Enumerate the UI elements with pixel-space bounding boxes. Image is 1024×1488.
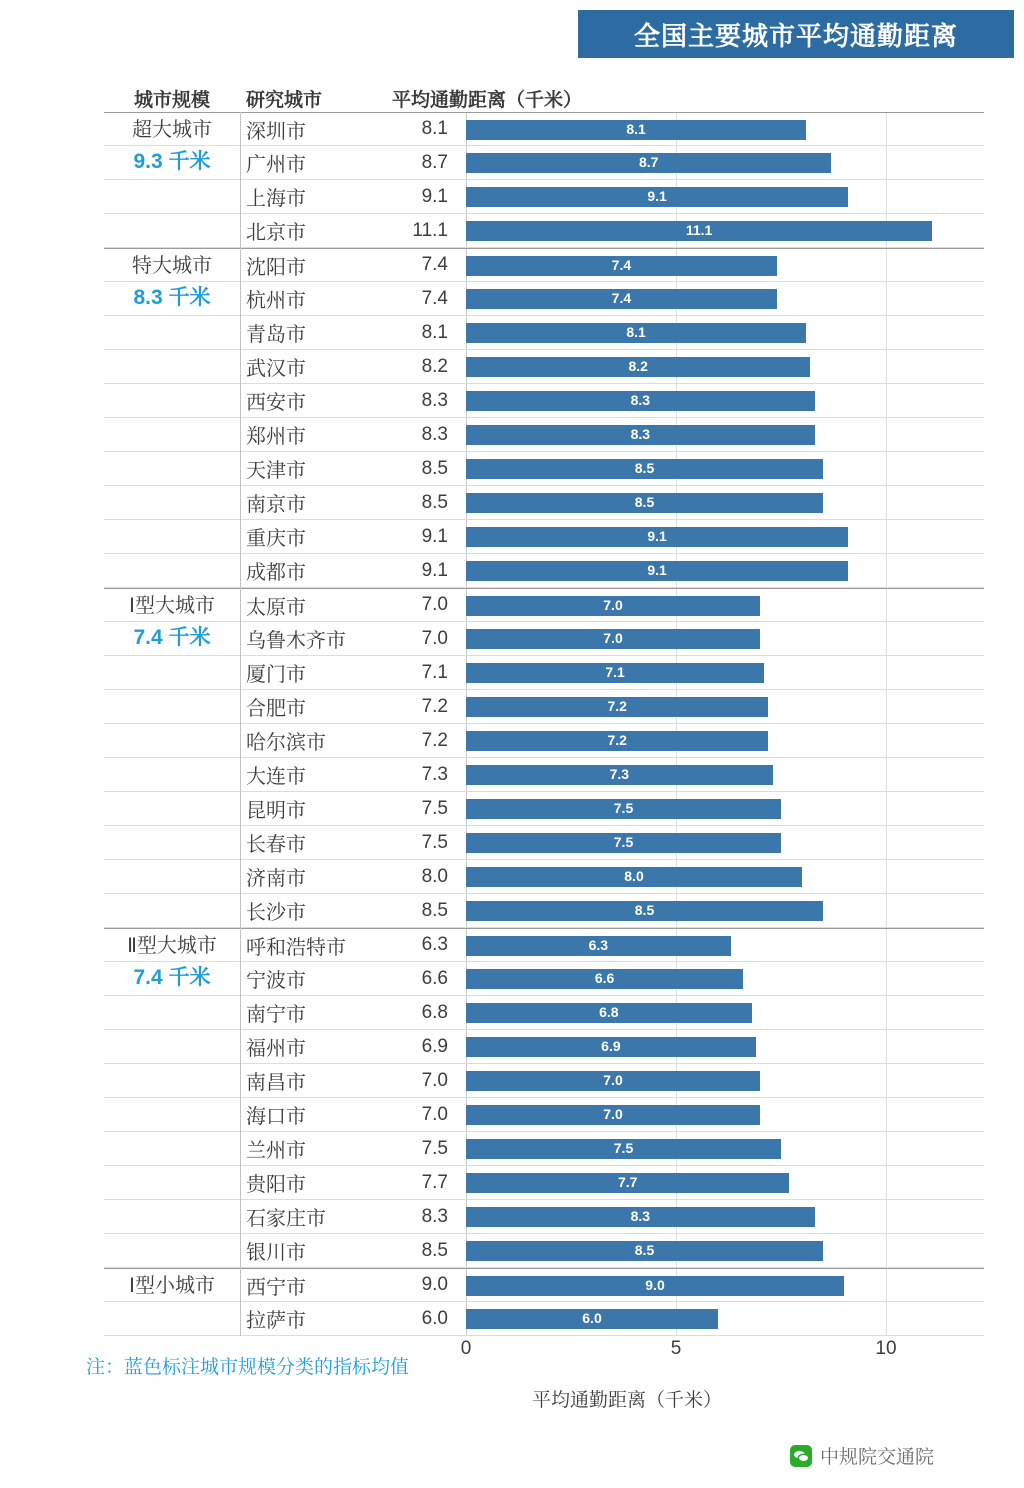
- table-row: [104, 180, 984, 214]
- bar-value-label: 8.5: [634, 494, 655, 510]
- gridline: [886, 860, 887, 893]
- gridline: [886, 1064, 887, 1097]
- bar-value-label: 8.3: [630, 426, 651, 442]
- cell-city-value: 9.1: [421, 559, 448, 581]
- table-row: [104, 622, 984, 656]
- gridline: [886, 486, 887, 519]
- bar-value-label: 7.4: [611, 290, 632, 306]
- table-row: [104, 486, 984, 520]
- cell-city-value: 7.2: [421, 695, 448, 717]
- cell-city-value: 8.5: [421, 899, 448, 921]
- cell-bar-track: [458, 520, 984, 553]
- cell-city-value: 7.1: [421, 661, 448, 683]
- gridline: [886, 1166, 887, 1199]
- bar-value-label: 9.1: [647, 562, 667, 578]
- cell-bar-track: [458, 690, 984, 723]
- cell-city-name: 成都市: [246, 562, 306, 584]
- cell-city-name: 哈尔滨市: [246, 732, 326, 754]
- cell-city-scale: [104, 282, 240, 315]
- gridline: [886, 113, 887, 145]
- cell-bar-track: [458, 589, 984, 621]
- table-row: [104, 1166, 984, 1200]
- cell-bar-track: [458, 418, 984, 451]
- gridline: [886, 758, 887, 791]
- cell-bar-track: [458, 962, 984, 995]
- cell-city-value: 8.7: [421, 151, 448, 173]
- table-row: [104, 384, 984, 418]
- cell-city-name: 海口市: [246, 1106, 306, 1128]
- cell-city-name: 长沙市: [246, 902, 306, 924]
- chart-title-banner: [578, 10, 1014, 58]
- group-name: Ⅰ型大城市: [129, 595, 215, 617]
- gridline: [886, 724, 887, 757]
- bar-value-label: 9.1: [647, 528, 667, 544]
- cell-city-value: 8.1: [421, 118, 448, 139]
- gridline: [886, 996, 887, 1029]
- cell-bar-track: [458, 1200, 984, 1233]
- cell-bar-track: [458, 214, 984, 247]
- gridline: [886, 146, 887, 179]
- table-row: [104, 1030, 984, 1064]
- bar-value-label: 8.1: [626, 324, 646, 340]
- group-name: Ⅰ型小城市: [129, 1275, 215, 1297]
- cell-city-scale: [104, 1302, 240, 1335]
- bar-value-label: 6.8: [599, 1004, 619, 1020]
- cell-bar-track: [458, 486, 984, 519]
- page-title: 全国主要城市平均通勤距离: [633, 20, 958, 51]
- cell-city-name: 合肥市: [246, 698, 306, 720]
- cell-city-scale: [104, 860, 240, 893]
- cell-city-name: 天津市: [246, 460, 306, 482]
- table-row: [104, 1064, 984, 1098]
- gridline: [886, 1200, 887, 1233]
- cell-city-scale: [104, 418, 240, 451]
- cell-city-scale: [104, 1200, 240, 1233]
- cell-bar-track: [458, 249, 984, 281]
- cell-bar-track: [458, 180, 984, 213]
- cell-city-scale: [104, 214, 240, 247]
- table-row: [104, 1132, 984, 1166]
- cell-city-scale: [104, 486, 240, 519]
- column-header-scale: 城市规模: [133, 90, 210, 111]
- cell-city-value: 8.5: [421, 491, 448, 513]
- gridline: [886, 418, 887, 451]
- group-mean-value: 7.4 千米: [133, 626, 211, 649]
- table-row: [104, 894, 984, 928]
- bar-value-label: 7.5: [613, 834, 634, 850]
- cell-city-scale: [104, 1030, 240, 1063]
- cell-city-name: 上海市: [246, 188, 306, 210]
- column-header-city: 研究城市: [246, 90, 323, 111]
- cell-city-name: 深圳市: [246, 120, 306, 143]
- table-row: [104, 996, 984, 1030]
- bar-value-label: 8.5: [634, 902, 655, 918]
- cell-city-name: 太原市: [246, 596, 306, 619]
- cell-city-scale: [104, 589, 240, 621]
- table-row: [104, 350, 984, 384]
- bar-value-label: 8.3: [630, 1208, 651, 1224]
- gridline: [886, 316, 887, 349]
- table-row: [104, 1200, 984, 1234]
- bar-value-label: 7.0: [603, 630, 623, 646]
- table-row: [104, 724, 984, 758]
- group-mean-value: 9.3 千米: [133, 150, 211, 173]
- table-row: [104, 656, 984, 690]
- cell-city-name: 北京市: [246, 222, 306, 244]
- gridline: [886, 249, 887, 281]
- cell-city-value: 8.0: [421, 865, 448, 887]
- cell-city-name: 西安市: [246, 392, 306, 414]
- cell-city-value: 6.6: [421, 967, 448, 989]
- gridline: [886, 282, 887, 315]
- bar-value-label: 7.2: [607, 698, 627, 714]
- cell-city-name: 南京市: [246, 494, 306, 516]
- gridline: [886, 826, 887, 859]
- group-mean-value: 7.4 千米: [133, 966, 211, 989]
- cell-city-scale: [104, 384, 240, 417]
- column-divider: [240, 112, 241, 1336]
- cell-city-name: 广州市: [246, 154, 306, 176]
- cell-bar-track: [458, 1064, 984, 1097]
- cell-city-value: 9.0: [421, 1274, 448, 1295]
- cell-city-value: 9.1: [421, 185, 448, 207]
- gridline: [886, 929, 887, 961]
- cell-city-value: 7.0: [421, 594, 448, 615]
- cell-city-name: 重庆市: [246, 528, 306, 550]
- table-row: [104, 248, 984, 282]
- cell-city-value: 9.1: [421, 525, 448, 547]
- cell-city-value: 7.0: [421, 1103, 448, 1125]
- cell-bar-track: [458, 554, 984, 587]
- bar-value-label: 7.1: [605, 664, 625, 680]
- gridline: [886, 962, 887, 995]
- cell-city-name: 济南市: [246, 868, 306, 890]
- gridline: [886, 656, 887, 689]
- gridline: [886, 384, 887, 417]
- cell-bar-track: [458, 894, 984, 927]
- cell-city-scale: [104, 1234, 240, 1267]
- wechat-icon: [790, 1445, 812, 1467]
- cell-bar-track: [458, 792, 984, 825]
- cell-bar-track: [458, 1234, 984, 1267]
- cell-city-scale: [104, 758, 240, 791]
- cell-city-name: 兰州市: [246, 1140, 306, 1162]
- cell-city-value: 7.3: [421, 763, 448, 785]
- table-row: [104, 826, 984, 860]
- bar-value-label: 7.0: [603, 1106, 623, 1122]
- gridline: [886, 350, 887, 383]
- table-row: [104, 588, 984, 622]
- bar-value-label: 8.1: [626, 121, 646, 137]
- cell-bar-track: [458, 1098, 984, 1131]
- cell-city-value: 7.0: [421, 1069, 448, 1091]
- cell-city-scale: [104, 1098, 240, 1131]
- cell-city-scale: [104, 1064, 240, 1097]
- table-row: [104, 1302, 984, 1336]
- bar-value-label: 9.1: [647, 188, 667, 204]
- bar-value-label: 7.3: [609, 766, 630, 782]
- table-row: [104, 1098, 984, 1132]
- bar-value-label: 11.1: [685, 222, 713, 238]
- cell-city-value: 8.2: [421, 355, 448, 377]
- bar-value-label: 7.0: [603, 597, 623, 613]
- cell-city-scale: [104, 724, 240, 757]
- cell-city-value: 7.0: [421, 627, 448, 649]
- table-row: [104, 554, 984, 588]
- cell-city-scale: [104, 894, 240, 927]
- table-row: [104, 860, 984, 894]
- footer-attribution: [790, 1442, 934, 1469]
- cell-city-value: 8.5: [421, 1239, 448, 1261]
- bar-value-label: 8.5: [634, 460, 655, 476]
- table-row: [104, 214, 984, 248]
- cell-bar-track: [458, 996, 984, 1029]
- cell-city-scale: [104, 452, 240, 485]
- cell-city-name: 乌鲁木齐市: [246, 630, 346, 652]
- chart-rows: [104, 112, 984, 1336]
- cell-city-name: 贵阳市: [246, 1174, 306, 1196]
- cell-city-name: 呼和浩特市: [246, 936, 346, 959]
- cell-city-scale: [104, 996, 240, 1029]
- bar-value-label: 8.7: [638, 154, 659, 170]
- table-row: [104, 316, 984, 350]
- bar-value-label: 7.5: [613, 1140, 634, 1156]
- cell-city-value: 7.2: [421, 729, 448, 751]
- cell-city-name: 南昌市: [246, 1072, 306, 1094]
- bar-value-label: 8.2: [628, 358, 648, 374]
- cell-city-name: 大连市: [246, 766, 306, 788]
- group-name: 特大城市: [132, 255, 212, 277]
- cell-city-name: 武汉市: [246, 358, 306, 380]
- cell-city-name: 银川市: [246, 1242, 306, 1264]
- cell-city-name: 杭州市: [246, 290, 306, 312]
- cell-city-name: 福州市: [246, 1038, 306, 1060]
- cell-bar-track: [458, 724, 984, 757]
- x-axis: [458, 1336, 984, 1366]
- cell-bar-track: [458, 826, 984, 859]
- x-axis-title: 平均通勤距离（千米）: [531, 1390, 722, 1411]
- cell-city-value: 8.3: [421, 1205, 448, 1227]
- bar-value-label: 7.5: [613, 800, 634, 816]
- cell-city-scale: [104, 1166, 240, 1199]
- table-row: [104, 758, 984, 792]
- gridline: [886, 894, 887, 927]
- cell-bar-track: [458, 282, 984, 315]
- chart-note: 注：蓝色标注城市规模分类的指标均值: [86, 1357, 410, 1378]
- x-axis-tick-label: 5: [670, 1338, 682, 1359]
- cell-city-scale: [104, 1269, 240, 1301]
- cell-city-scale: [104, 180, 240, 213]
- cell-city-name: 厦门市: [246, 664, 306, 686]
- bar-value-label: 7.0: [603, 1072, 623, 1088]
- cell-bar-track: [458, 316, 984, 349]
- table-row: [104, 1234, 984, 1268]
- gridline: [886, 554, 887, 587]
- table-row: [104, 520, 984, 554]
- cell-city-scale: [104, 929, 240, 961]
- cell-bar-track: [458, 146, 984, 179]
- table-row: [104, 690, 984, 724]
- table-row: [104, 146, 984, 180]
- cell-city-scale: [104, 350, 240, 383]
- group-name: 超大城市: [132, 119, 212, 141]
- bar-value-label: 9.0: [645, 1277, 665, 1293]
- cell-city-value: 6.3: [421, 934, 448, 955]
- gridline: [886, 1132, 887, 1165]
- footer-account-name: 中规院交通院: [820, 1447, 935, 1468]
- cell-city-scale: [104, 1132, 240, 1165]
- cell-city-value: 6.8: [421, 1001, 448, 1023]
- cell-city-value: 8.3: [421, 423, 448, 445]
- gridline: [886, 452, 887, 485]
- cell-bar-track: [458, 656, 984, 689]
- table-row: [104, 112, 984, 146]
- bar-value-label: 6.6: [594, 970, 615, 986]
- column-header-value: 平均通勤距离（千米）: [392, 90, 583, 111]
- cell-city-value: 7.7: [421, 1171, 448, 1193]
- gridline: [886, 1030, 887, 1063]
- cell-city-scale: [104, 690, 240, 723]
- cell-city-name: 西宁市: [246, 1276, 306, 1299]
- cell-city-name: 石家庄市: [246, 1208, 326, 1230]
- gridline: [886, 1234, 887, 1267]
- cell-city-name: 宁波市: [246, 970, 306, 992]
- bar-value-label: 8.0: [624, 868, 644, 884]
- table-row: [104, 962, 984, 996]
- cell-bar-track: [458, 929, 984, 961]
- cell-city-value: 7.4: [421, 287, 448, 309]
- bar-value-label: 6.3: [588, 937, 609, 953]
- bar-value-label: 6.0: [582, 1310, 602, 1326]
- cell-city-value: 6.0: [421, 1307, 448, 1329]
- x-axis-tick-label: 0: [460, 1338, 472, 1359]
- cell-bar-track: [458, 384, 984, 417]
- bar-value-label: 7.7: [617, 1174, 638, 1190]
- cell-city-value: 7.5: [421, 831, 448, 853]
- cell-city-name: 长春市: [246, 834, 306, 856]
- cell-bar-track: [458, 452, 984, 485]
- cell-bar-track: [458, 1166, 984, 1199]
- table-row: [104, 1268, 984, 1302]
- cell-city-name: 昆明市: [246, 800, 306, 822]
- chart-container: [104, 82, 984, 1366]
- cell-city-scale: [104, 656, 240, 689]
- cell-city-name: 青岛市: [246, 324, 306, 346]
- cell-city-scale: [104, 622, 240, 655]
- cell-city-value: 8.5: [421, 457, 448, 479]
- cell-city-scale: [104, 520, 240, 553]
- cell-city-value: 7.4: [421, 254, 448, 275]
- cell-city-scale: [104, 113, 240, 145]
- cell-city-name: 南宁市: [246, 1004, 306, 1026]
- cell-bar-track: [458, 1030, 984, 1063]
- cell-city-value: 6.9: [421, 1035, 448, 1057]
- cell-bar-track: [458, 350, 984, 383]
- cell-city-scale: [104, 249, 240, 281]
- gridline: [886, 520, 887, 553]
- table-header: [104, 82, 984, 112]
- cell-city-value: 8.3: [421, 389, 448, 411]
- gridline: [886, 589, 887, 621]
- cell-city-scale: [104, 792, 240, 825]
- table-row: [104, 928, 984, 962]
- gridline: [886, 792, 887, 825]
- bar-value-label: 8.5: [634, 1242, 655, 1258]
- bar-value-label: 7.2: [607, 732, 627, 748]
- table-row: [104, 418, 984, 452]
- bar-value-label: 6.9: [601, 1038, 621, 1054]
- cell-city-name: 郑州市: [246, 426, 306, 448]
- table-row: [104, 792, 984, 826]
- cell-city-scale: [104, 316, 240, 349]
- table-row: [104, 282, 984, 316]
- cell-bar-track: [458, 113, 984, 145]
- gridline: [886, 690, 887, 723]
- gridline: [886, 622, 887, 655]
- cell-bar-track: [458, 622, 984, 655]
- cell-city-name: 拉萨市: [246, 1310, 306, 1332]
- cell-bar-track: [458, 860, 984, 893]
- cell-city-value: 11.1: [412, 219, 448, 241]
- gridline: [886, 1269, 887, 1301]
- cell-bar-track: [458, 758, 984, 791]
- group-name: Ⅱ型大城市: [127, 935, 217, 957]
- cell-bar-track: [458, 1302, 984, 1335]
- cell-city-scale: [104, 554, 240, 587]
- cell-city-name: 沈阳市: [246, 256, 306, 279]
- gridline: [886, 1098, 887, 1131]
- bar-value-label: 7.4: [611, 257, 632, 273]
- cell-city-value: 7.5: [421, 1137, 448, 1159]
- cell-city-value: 7.5: [421, 797, 448, 819]
- gridline: [886, 1302, 887, 1335]
- cell-bar-track: [458, 1132, 984, 1165]
- table-row: [104, 452, 984, 486]
- gridline: [886, 180, 887, 213]
- x-axis-tick-label: 10: [875, 1338, 897, 1359]
- cell-city-scale: [104, 962, 240, 995]
- group-mean-value: 8.3 千米: [133, 286, 211, 309]
- cell-city-scale: [104, 826, 240, 859]
- cell-bar-track: [458, 1269, 984, 1301]
- bar-value-label: 8.3: [630, 392, 651, 408]
- cell-city-scale: [104, 146, 240, 179]
- cell-city-value: 8.1: [421, 321, 448, 343]
